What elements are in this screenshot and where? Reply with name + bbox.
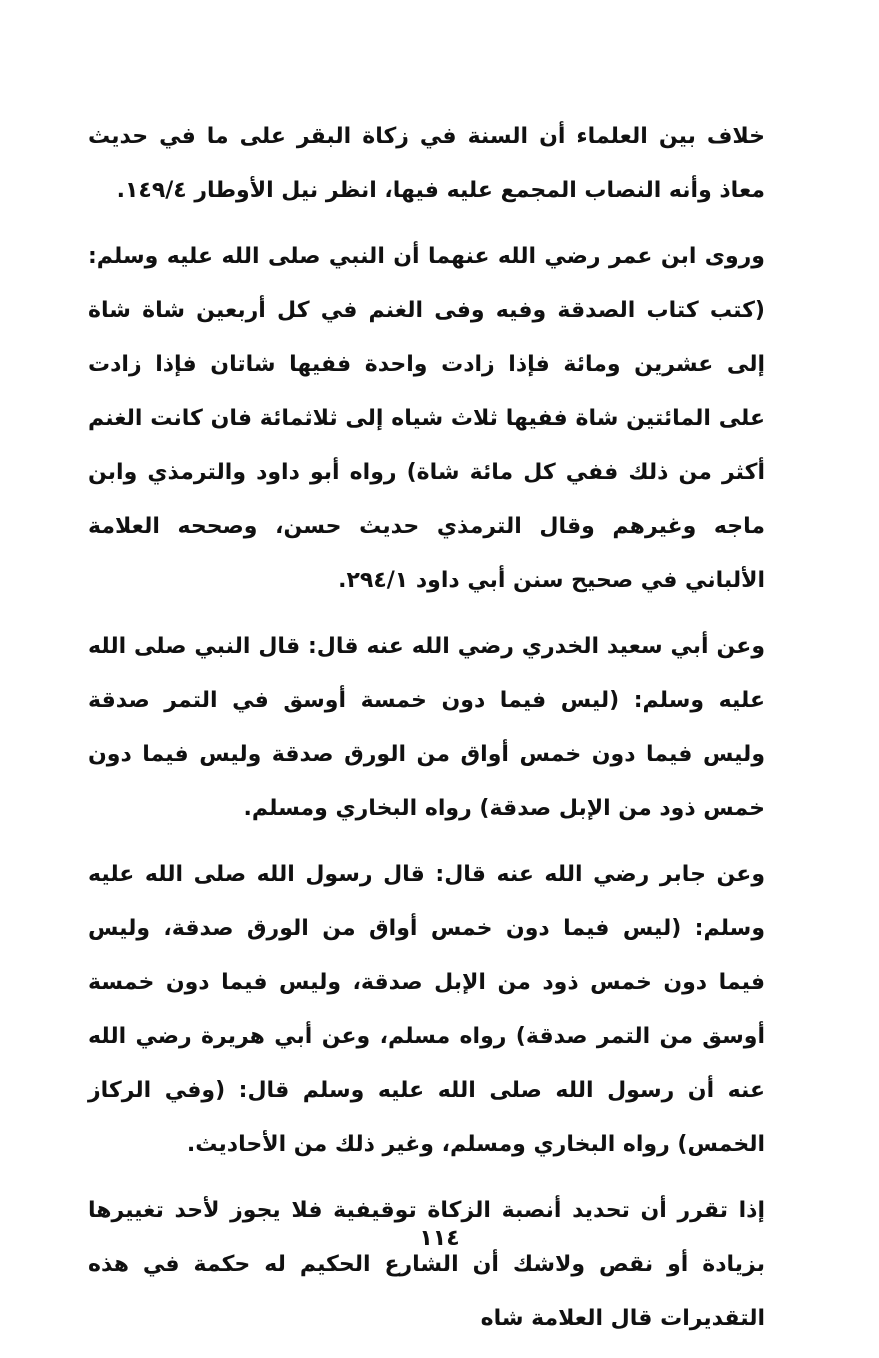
paragraph-1: خلاف بين العلماء أن السنة في زكاة البقر على ما في حديث معاذ وأنه النصاب المجمع عليه فيها، انظر نيل الأوطار ١٤٩/٤.: [88, 124, 765, 203]
paragraph-4: وعن جابر رضي الله عنه قال: قال رسول الله صلى الله عليه وسلم: (ليس فيما دون خمس أواق من الورق صدقة، وليس فيما دون خمس ذود من الإبل صدقة، وليس فيما دون خمسة أوسق من التمر صدقة) رواه مسلم، وعن أبي هريرة رضي الله عنه أن رسول الله صلى الله عليه وسلم قال: (وفي الركاز الخمس) رواه البخاري ومسلم، وغير ذلك من الأحاديث.: [88, 862, 765, 1157]
body-text: [88, 110, 765, 1358]
paragraph-3: وعن أبي سعيد الخدري رضي الله عنه قال: قال النبي صلى الله عليه وسلم: (ليس فيما دون خمسة أوسق في التمر صدقة وليس فيما دون خمس أواق من الورق صدقة وليس فيما دون خمس ذود من الإبل صدقة) رواه البخاري ومسلم.: [88, 634, 765, 821]
paragraph-5: إذا تقرر أن تحديد أنصبة الزكاة توقيفية فلا يجوز لأحد تغييرها بزيادة أو نقص ولاشك أن الشارع الحكيم له حكمة في هذه التقديرات قال العلامة شاه: [88, 1198, 765, 1331]
page-number: ١١٤: [419, 1226, 460, 1251]
paragraph-2: وروى ابن عمر رضي الله عنهما أن النبي صلى الله عليه وسلم: (كتب كتاب الصدقة وفيه وفى الغنم في كل أربعين شاة شاة إلى عشرين ومائة فإذا زادت واحدة ففيها شاتان فإذا زادت على المائتين شاة ففيها ثلاث شياه إلى ثلاثمائة فان كانت الغنم أكثر من ذلك ففي كل مائة شاة) رواه أبو داود والترمذي وابن ماجه وغيرهم وقال الترمذي حديث حسن، وصححه العلامة الألباني في صحيح سنن أبي داود ٢٩٤/١.: [88, 244, 765, 593]
